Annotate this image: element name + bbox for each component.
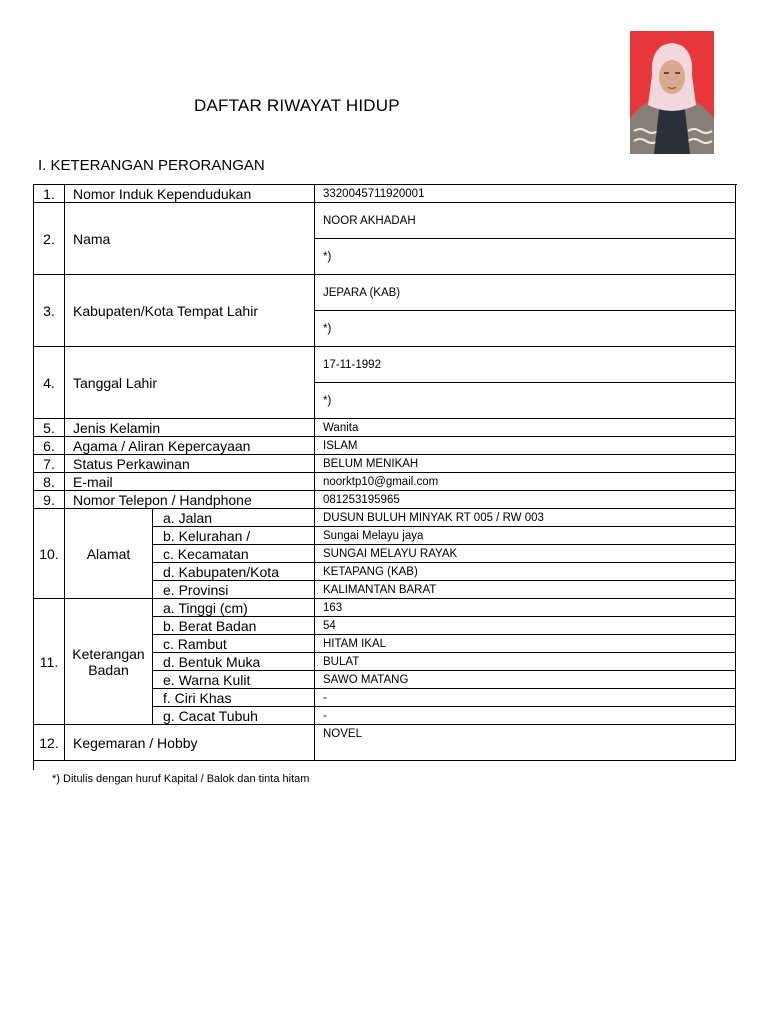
- row-number: 12.: [34, 725, 65, 761]
- sub-label-kecamatan: c. Kecamatan: [153, 545, 315, 563]
- field-label-email: E-mail: [65, 473, 315, 491]
- sub-label-kabupaten: d. Kabupaten/Kota: [153, 563, 315, 581]
- row-number: 7.: [34, 455, 65, 473]
- field-label-tanggal-lahir: Tanggal Lahir: [65, 347, 315, 419]
- field-note-tempat-lahir: *): [315, 311, 736, 347]
- field-note-nama: *): [315, 239, 736, 275]
- row-number: 4.: [34, 347, 65, 419]
- field-note-tanggal-lahir: *): [315, 383, 736, 419]
- row-number: 8.: [34, 473, 65, 491]
- field-label-alamat: Alamat: [65, 509, 153, 599]
- sub-label-cacat-tubuh: g. Cacat Tubuh: [153, 707, 315, 725]
- sub-label-ciri-khas: f. Ciri Khas: [153, 689, 315, 707]
- sub-label-jalan: a. Jalan: [153, 509, 315, 527]
- sub-value-ciri-khas: -: [315, 689, 736, 707]
- sub-value-rambut: HITAM IKAL: [315, 635, 736, 653]
- field-value-nama: NOOR AKHADAH: [315, 203, 736, 239]
- sub-value-provinsi: KALIMANTAN BARAT: [315, 581, 736, 599]
- row-number: 1.: [34, 185, 65, 203]
- profile-photo: [630, 31, 714, 154]
- sub-value-bentuk-muka: BULAT: [315, 653, 736, 671]
- row-number: 10.: [34, 509, 65, 599]
- sub-value-warna-kulit: SAWO MATANG: [315, 671, 736, 689]
- row-number: 9.: [34, 491, 65, 509]
- row-number: 5.: [34, 419, 65, 437]
- field-label-status-perkawinan: Status Perkawinan: [65, 455, 315, 473]
- field-value-tanggal-lahir: 17-11-1992: [315, 347, 736, 383]
- row-number: 11.: [34, 599, 65, 725]
- sub-value-berat: 54: [315, 617, 736, 635]
- sub-label-kelurahan: b. Kelurahan /: [153, 527, 315, 545]
- field-label-hobby: Kegemaran / Hobby: [65, 725, 315, 761]
- row-number: 2.: [34, 203, 65, 275]
- field-value-nik: 3320045711920001: [315, 185, 736, 203]
- field-label-jenis-kelamin: Jenis Kelamin: [65, 419, 315, 437]
- field-label-nik: Nomor Induk Kependudukan: [65, 185, 315, 203]
- row-number: 3.: [34, 275, 65, 347]
- sub-value-kecamatan: SUNGAI MELAYU RAYAK: [315, 545, 736, 563]
- sub-label-rambut: c. Rambut: [153, 635, 315, 653]
- field-value-jenis-kelamin: Wanita: [315, 419, 736, 437]
- field-label-keterangan-badan: Keterangan Badan: [65, 599, 153, 725]
- sub-label-berat: b. Berat Badan: [153, 617, 315, 635]
- person-portrait-image: [630, 31, 714, 154]
- personal-info-table: [33, 184, 737, 770]
- sub-value-cacat-tubuh: -: [315, 707, 736, 725]
- sub-value-kelurahan: Sungai Melayu jaya: [315, 527, 736, 545]
- section-heading: I. KETERANGAN PERORANGAN: [38, 157, 265, 174]
- document-title: DAFTAR RIWAYAT HIDUP: [194, 96, 400, 115]
- sub-value-jalan: DUSUN BULUH MINYAK RT 005 / RW 003: [315, 509, 736, 527]
- field-value-agama: ISLAM: [315, 437, 736, 455]
- sub-value-tinggi: 163: [315, 599, 736, 617]
- sub-label-warna-kulit: e. Warna Kulit: [153, 671, 315, 689]
- sub-label-provinsi: e. Provinsi: [153, 581, 315, 599]
- field-value-status-perkawinan: BELUM MENIKAH: [315, 455, 736, 473]
- field-value-email: noorktp10@gmail.com: [315, 473, 736, 491]
- field-label-telepon: Nomor Telepon / Handphone: [65, 491, 315, 509]
- sub-label-bentuk-muka: d. Bentuk Muka: [153, 653, 315, 671]
- sub-label-tinggi: a. Tinggi (cm): [153, 599, 315, 617]
- field-label-tempat-lahir: Kabupaten/Kota Tempat Lahir: [65, 275, 315, 347]
- field-value-tempat-lahir: JEPARA (KAB): [315, 275, 736, 311]
- field-value-telepon: 081253195965: [315, 491, 736, 509]
- field-value-hobby: NOVEL: [315, 725, 736, 761]
- field-label-nama: Nama: [65, 203, 315, 275]
- footnote: *) Ditulis dengan huruf Kapital / Balok dan tinta hitam: [52, 773, 310, 785]
- sub-value-kabupaten: KETAPANG (KAB): [315, 563, 736, 581]
- field-label-agama: Agama / Aliran Kepercayaan: [65, 437, 315, 455]
- row-number: 6.: [34, 437, 65, 455]
